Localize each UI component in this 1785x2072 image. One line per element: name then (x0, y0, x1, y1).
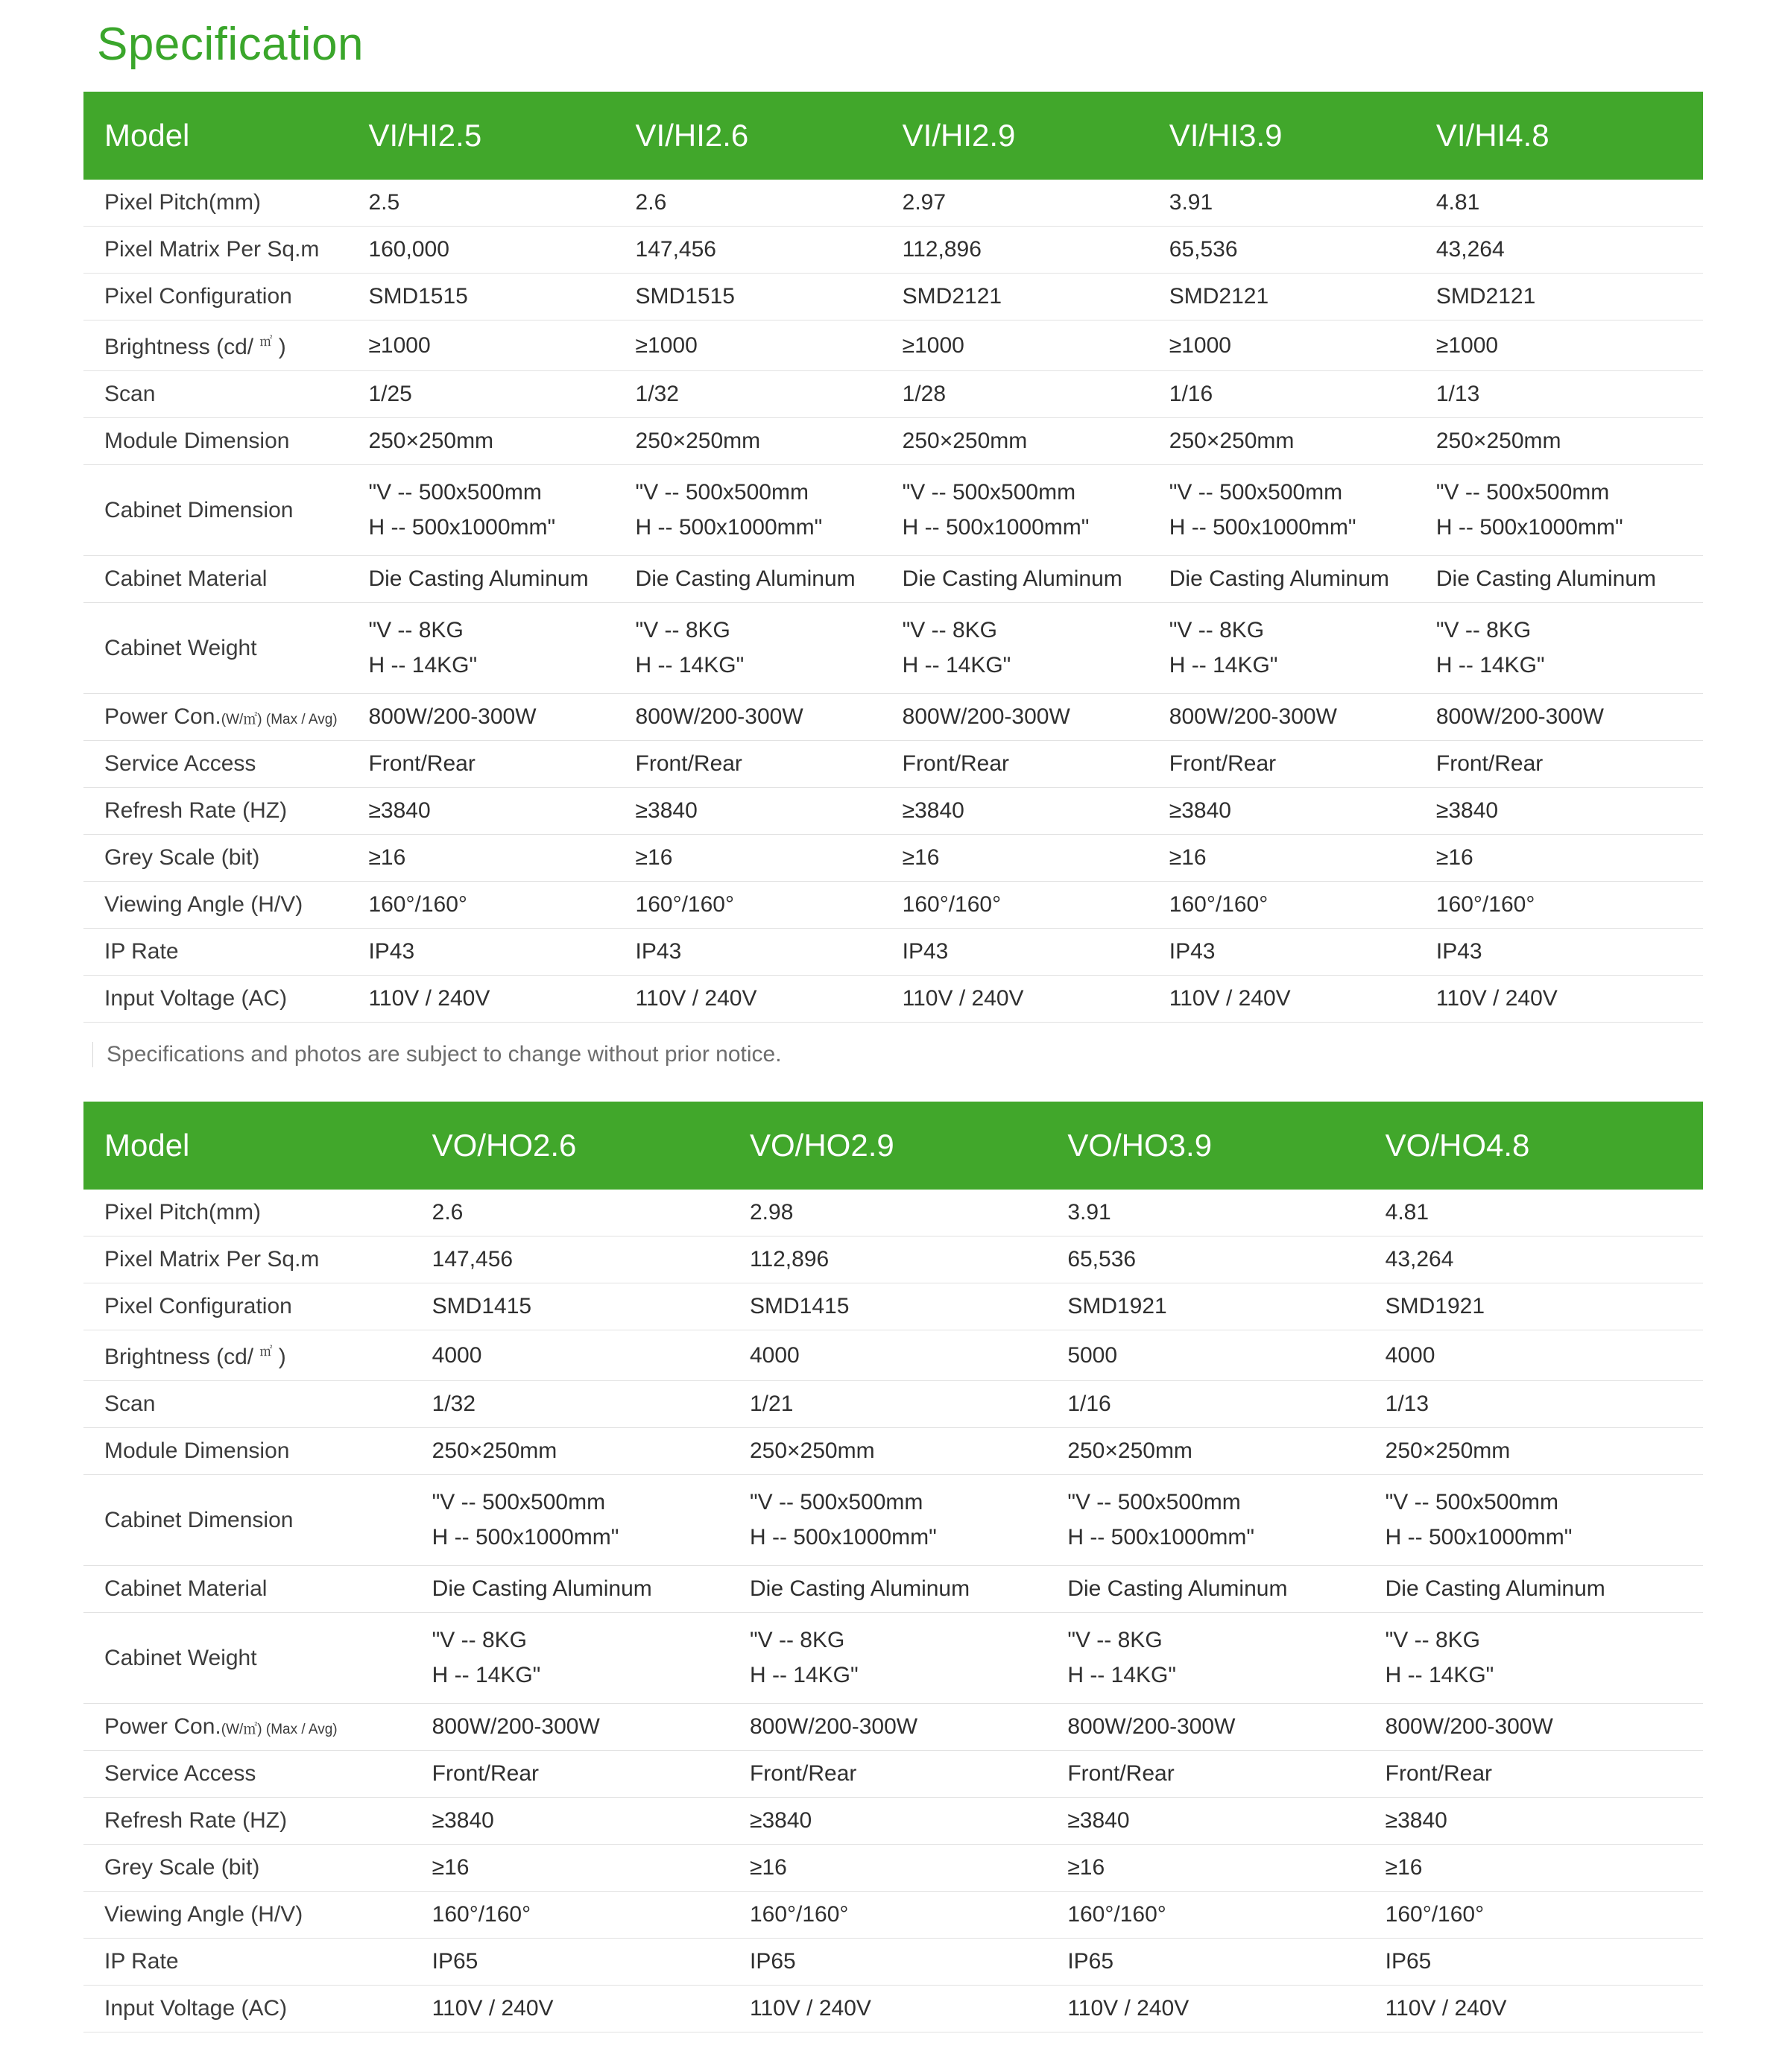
indoor-spec-table (83, 92, 1703, 1023)
table1-row-label: Cabinet Dimension (83, 465, 368, 556)
page-title: Specification (97, 19, 364, 70)
table2-cell: SMD1921 (1067, 1283, 1385, 1330)
table1-row-label: Cabinet Material (83, 556, 368, 603)
table1-column-header-5: VI/HI4.8 (1436, 92, 1703, 180)
table1-cell: ≥16 (903, 835, 1169, 882)
table1-row-label: Pixel Matrix Per Sq.m (83, 227, 368, 274)
table-row (83, 1475, 1703, 1566)
table1-cell: "V -- 8KG H -- 14KG" (368, 603, 635, 694)
table1-cell: Die Casting Aluminum (1169, 556, 1436, 603)
table2-cell: 5000 (1067, 1330, 1385, 1381)
table-row (83, 1283, 1703, 1330)
table2-cell: "V -- 500x500mm H -- 500x1000mm" (750, 1475, 1067, 1566)
table2-column-header-3: VO/HO3.9 (1067, 1102, 1385, 1190)
table1-cell: Front/Rear (1436, 741, 1703, 788)
table2-cell: 250×250mm (432, 1428, 750, 1475)
table1-cell: ≥3840 (368, 788, 635, 835)
table2-cell: 800W/200-300W (750, 1704, 1067, 1751)
table2-cell: 110V / 240V (432, 1986, 750, 2032)
table1-row-label: Power Con.(W/㎡) (Max / Avg) (83, 694, 368, 741)
table2-cell: 1/32 (432, 1381, 750, 1428)
table1-cell: 4.81 (1436, 180, 1703, 227)
table1-column-header-4: VI/HI3.9 (1169, 92, 1436, 180)
table-row (83, 976, 1703, 1023)
table2-column-header-0: Model (83, 1102, 432, 1190)
table-row (83, 556, 1703, 603)
table1-cell: 250×250mm (1169, 418, 1436, 465)
table2-header-row (83, 1102, 1703, 1190)
table2-cell: 4000 (1386, 1330, 1703, 1381)
table1-cell: 1/28 (903, 371, 1169, 418)
table2-row-label: Power Con.(W/㎡) (Max / Avg) (83, 1704, 432, 1751)
table1-cell: 110V / 240V (368, 976, 635, 1023)
table1-row-label: Cabinet Weight (83, 603, 368, 694)
table2-row-label: Scan (83, 1381, 432, 1428)
table1-row-label: Grey Scale (bit) (83, 835, 368, 882)
table1-cell: IP43 (1436, 929, 1703, 976)
table2-cell: IP65 (1386, 1939, 1703, 1986)
table2-cell: "V -- 500x500mm H -- 500x1000mm" (1386, 1475, 1703, 1566)
table1-cell: 2.6 (636, 180, 903, 227)
table1-cell: IP43 (1169, 929, 1436, 976)
table-row (83, 227, 1703, 274)
table2-cell: ≥3840 (1386, 1798, 1703, 1845)
table-row (83, 1613, 1703, 1704)
table1-cell: IP43 (368, 929, 635, 976)
table1-cell: 800W/200-300W (368, 694, 635, 741)
table1-row-label: Brightness (cd/ ㎡ ) (83, 320, 368, 371)
table2-column-header-1: VO/HO2.6 (432, 1102, 750, 1190)
table1-cell: 2.97 (903, 180, 1169, 227)
table1-row-label: Refresh Rate (HZ) (83, 788, 368, 835)
table2-column-header-2: VO/HO2.9 (750, 1102, 1067, 1190)
table-row (83, 1428, 1703, 1475)
table2-row-label: Pixel Configuration (83, 1283, 432, 1330)
table-row (83, 1330, 1703, 1381)
table2-row-label: Input Voltage (AC) (83, 1986, 432, 2032)
table1-cell: 65,536 (1169, 227, 1436, 274)
table1-cell: 250×250mm (368, 418, 635, 465)
table1-cell: 800W/200-300W (1169, 694, 1436, 741)
table2-cell: 2.98 (750, 1190, 1067, 1236)
table-row (83, 1236, 1703, 1283)
table2-row-label: Brightness (cd/ ㎡ ) (83, 1330, 432, 1381)
table-row (83, 1190, 1703, 1236)
table2-cell: 2.6 (432, 1190, 750, 1236)
table1-header-row (83, 92, 1703, 180)
table2-row-label: Service Access (83, 1751, 432, 1798)
table-row (83, 1381, 1703, 1428)
table2-row-label: Refresh Rate (HZ) (83, 1798, 432, 1845)
table1-cell: 250×250mm (1436, 418, 1703, 465)
table2-row-label: Pixel Pitch(mm) (83, 1190, 432, 1236)
table1-cell: Die Casting Aluminum (368, 556, 635, 603)
table2-cell: Front/Rear (1067, 1751, 1385, 1798)
table-row (83, 1798, 1703, 1845)
table1-cell: 3.91 (1169, 180, 1436, 227)
table1-cell: "V -- 500x500mm H -- 500x1000mm" (903, 465, 1169, 556)
table1-cell: ≥1000 (636, 320, 903, 371)
table-row (83, 929, 1703, 976)
table-row (83, 1892, 1703, 1939)
table2-cell: ≥16 (750, 1845, 1067, 1892)
table-row (83, 180, 1703, 227)
table2-row-label: Cabinet Material (83, 1566, 432, 1613)
table-row (83, 371, 1703, 418)
table1-cell: "V -- 8KG H -- 14KG" (636, 603, 903, 694)
table2-cell: 250×250mm (1067, 1428, 1385, 1475)
table1-cell: IP43 (903, 929, 1169, 976)
table2-cell: 160°/160° (432, 1892, 750, 1939)
table1-cell: 800W/200-300W (1436, 694, 1703, 741)
table1-cell: 160°/160° (1436, 882, 1703, 929)
table2-cell: 800W/200-300W (1067, 1704, 1385, 1751)
table1-cell: 1/32 (636, 371, 903, 418)
table2-cell: 250×250mm (1386, 1428, 1703, 1475)
table1-cell: 110V / 240V (1436, 976, 1703, 1023)
table2-cell: 65,536 (1067, 1236, 1385, 1283)
table2-cell: 43,264 (1386, 1236, 1703, 1283)
table2-cell: Front/Rear (432, 1751, 750, 1798)
table1-cell: 110V / 240V (1169, 976, 1436, 1023)
table1-row-label: Service Access (83, 741, 368, 788)
table1-cell: 43,264 (1436, 227, 1703, 274)
table2-cell: Die Casting Aluminum (1067, 1566, 1385, 1613)
table1-cell: 160°/160° (1169, 882, 1436, 929)
table2-cell: 4000 (432, 1330, 750, 1381)
table1-cell: "V -- 8KG H -- 14KG" (903, 603, 1169, 694)
table2-cell: 110V / 240V (1386, 1986, 1703, 2032)
table1-row-label: Pixel Pitch(mm) (83, 180, 368, 227)
table-row (83, 418, 1703, 465)
table1-cell: SMD2121 (1436, 274, 1703, 320)
table-row (83, 1845, 1703, 1892)
table1-cell: ≥16 (368, 835, 635, 882)
disclaimer-note: Specifications and photos are subject to change without prior notice. (92, 1042, 1703, 1067)
table1-column-header-2: VI/HI2.6 (636, 92, 903, 180)
table-row (83, 1704, 1703, 1751)
table1-cell: "V -- 8KG H -- 14KG" (1169, 603, 1436, 694)
table2-cell: ≥3840 (750, 1798, 1067, 1845)
table-row (83, 320, 1703, 371)
table2-cell: 160°/160° (1386, 1892, 1703, 1939)
table1-cell: ≥1000 (903, 320, 1169, 371)
table2-cell: 800W/200-300W (1386, 1704, 1703, 1751)
table1-row-label: Scan (83, 371, 368, 418)
table1-cell: SMD1515 (636, 274, 903, 320)
table1-cell: 2.5 (368, 180, 635, 227)
table2-cell: 160°/160° (750, 1892, 1067, 1939)
table2-cell: "V -- 500x500mm H -- 500x1000mm" (432, 1475, 750, 1566)
table2-cell: IP65 (1067, 1939, 1385, 1986)
table1-header-row (83, 92, 1703, 180)
table1-cell: 160,000 (368, 227, 635, 274)
table1-cell: 160°/160° (903, 882, 1169, 929)
table-row (83, 694, 1703, 741)
table2-cell: IP65 (750, 1939, 1067, 1986)
table2-row-label: Grey Scale (bit) (83, 1845, 432, 1892)
table2-cell: 250×250mm (750, 1428, 1067, 1475)
table1-column-header-3: VI/HI2.9 (903, 92, 1169, 180)
table-row (83, 1939, 1703, 1986)
table2-cell: SMD1921 (1386, 1283, 1703, 1330)
table-row (83, 882, 1703, 929)
table2-cell: "V -- 8KG H -- 14KG" (432, 1613, 750, 1704)
table1-cell: 1/16 (1169, 371, 1436, 418)
table1-cell: ≥3840 (1169, 788, 1436, 835)
table2-cell: 1/13 (1386, 1381, 1703, 1428)
table2-cell: "V -- 8KG H -- 14KG" (750, 1613, 1067, 1704)
table2-row-label: Cabinet Weight (83, 1613, 432, 1704)
table1-cell: Front/Rear (1169, 741, 1436, 788)
table2-cell: SMD1415 (432, 1283, 750, 1330)
table2-cell: ≥3840 (1067, 1798, 1385, 1845)
table1-row-label: Input Voltage (AC) (83, 976, 368, 1023)
table-row (83, 1751, 1703, 1798)
table1-column-header-0: Model (83, 92, 368, 180)
table1-cell: 147,456 (636, 227, 903, 274)
table1-cell: 800W/200-300W (636, 694, 903, 741)
table-row (83, 1566, 1703, 1613)
table1-cell: ≥1000 (1436, 320, 1703, 371)
table-row (83, 465, 1703, 556)
table2-column-header-4: VO/HO4.8 (1386, 1102, 1703, 1190)
table1-cell: SMD2121 (903, 274, 1169, 320)
table-row (83, 741, 1703, 788)
table2-cell: 4000 (750, 1330, 1067, 1381)
table1-cell: ≥1000 (1169, 320, 1436, 371)
table1-cell: 112,896 (903, 227, 1169, 274)
table2-cell: 1/21 (750, 1381, 1067, 1428)
table1-cell: IP43 (636, 929, 903, 976)
table2-row-label: Module Dimension (83, 1428, 432, 1475)
table1-cell: 1/25 (368, 371, 635, 418)
table2-cell: SMD1415 (750, 1283, 1067, 1330)
table1-cell: ≥1000 (368, 320, 635, 371)
table1-cell: ≥3840 (903, 788, 1169, 835)
table2-cell: ≥3840 (432, 1798, 750, 1845)
table1-row-label: Module Dimension (83, 418, 368, 465)
table2-cell: Die Casting Aluminum (750, 1566, 1067, 1613)
table1-cell: Die Casting Aluminum (636, 556, 903, 603)
table1-row-label: Viewing Angle (H/V) (83, 882, 368, 929)
table1-cell: Front/Rear (903, 741, 1169, 788)
table2-cell: IP65 (432, 1939, 750, 1986)
table2-cell: 110V / 240V (1067, 1986, 1385, 2032)
table1-cell: 110V / 240V (903, 976, 1169, 1023)
table1-cell: 250×250mm (903, 418, 1169, 465)
table1-cell: 110V / 240V (636, 976, 903, 1023)
table-row (83, 274, 1703, 320)
table1-cell: 250×250mm (636, 418, 903, 465)
table1-cell: ≥3840 (1436, 788, 1703, 835)
table1-column-header-1: VI/HI2.5 (368, 92, 635, 180)
table1-cell: Die Casting Aluminum (903, 556, 1169, 603)
table1-cell: Die Casting Aluminum (1436, 556, 1703, 603)
table2-cell: 1/16 (1067, 1381, 1385, 1428)
table-row (83, 1986, 1703, 2032)
table2-cell: ≥16 (432, 1845, 750, 1892)
table2-cell: 110V / 240V (750, 1986, 1067, 2032)
table2-cell: ≥16 (1386, 1845, 1703, 1892)
table2-cell: Die Casting Aluminum (432, 1566, 750, 1613)
table1-row-label: IP Rate (83, 929, 368, 976)
table2-cell: 3.91 (1067, 1190, 1385, 1236)
table1-cell: 160°/160° (636, 882, 903, 929)
table1-cell: SMD1515 (368, 274, 635, 320)
table2-cell: "V -- 8KG H -- 14KG" (1386, 1613, 1703, 1704)
table2-cell: 147,456 (432, 1236, 750, 1283)
table1-body (83, 180, 1703, 1023)
table-row (83, 603, 1703, 694)
table1-cell: Front/Rear (368, 741, 635, 788)
table2-cell: 160°/160° (1067, 1892, 1385, 1939)
table-row (83, 788, 1703, 835)
table2-row-label: Pixel Matrix Per Sq.m (83, 1236, 432, 1283)
table1-cell: SMD2121 (1169, 274, 1436, 320)
table1-cell: "V -- 500x500mm H -- 500x1000mm" (636, 465, 903, 556)
table1-cell: ≥16 (1436, 835, 1703, 882)
table1-cell: 1/13 (1436, 371, 1703, 418)
table2-row-label: Viewing Angle (H/V) (83, 1892, 432, 1939)
table2-cell: 800W/200-300W (432, 1704, 750, 1751)
table1-cell: "V -- 500x500mm H -- 500x1000mm" (1436, 465, 1703, 556)
table1-cell: "V -- 8KG H -- 14KG" (1436, 603, 1703, 694)
table1-cell: "V -- 500x500mm H -- 500x1000mm" (368, 465, 635, 556)
outdoor-spec-table (83, 1102, 1703, 2032)
table2-cell: Die Casting Aluminum (1386, 1566, 1703, 1613)
table2-cell: ≥16 (1067, 1845, 1385, 1892)
table1-cell: 160°/160° (368, 882, 635, 929)
table-row (83, 835, 1703, 882)
table2-row-label: Cabinet Dimension (83, 1475, 432, 1566)
table2-cell: "V -- 500x500mm H -- 500x1000mm" (1067, 1475, 1385, 1566)
table1-cell: Front/Rear (636, 741, 903, 788)
table2-row-label: IP Rate (83, 1939, 432, 1986)
table2-cell: 4.81 (1386, 1190, 1703, 1236)
table1-cell: ≥3840 (636, 788, 903, 835)
table1-cell: "V -- 500x500mm H -- 500x1000mm" (1169, 465, 1436, 556)
table1-cell: 800W/200-300W (903, 694, 1169, 741)
table1-row-label: Pixel Configuration (83, 274, 368, 320)
table2-cell: Front/Rear (750, 1751, 1067, 1798)
table2-cell: Front/Rear (1386, 1751, 1703, 1798)
table2-body (83, 1190, 1703, 2032)
table2-cell: 112,896 (750, 1236, 1067, 1283)
table2-header-row (83, 1102, 1703, 1190)
table1-cell: ≥16 (636, 835, 903, 882)
table1-cell: ≥16 (1169, 835, 1436, 882)
table2-cell: "V -- 8KG H -- 14KG" (1067, 1613, 1385, 1704)
